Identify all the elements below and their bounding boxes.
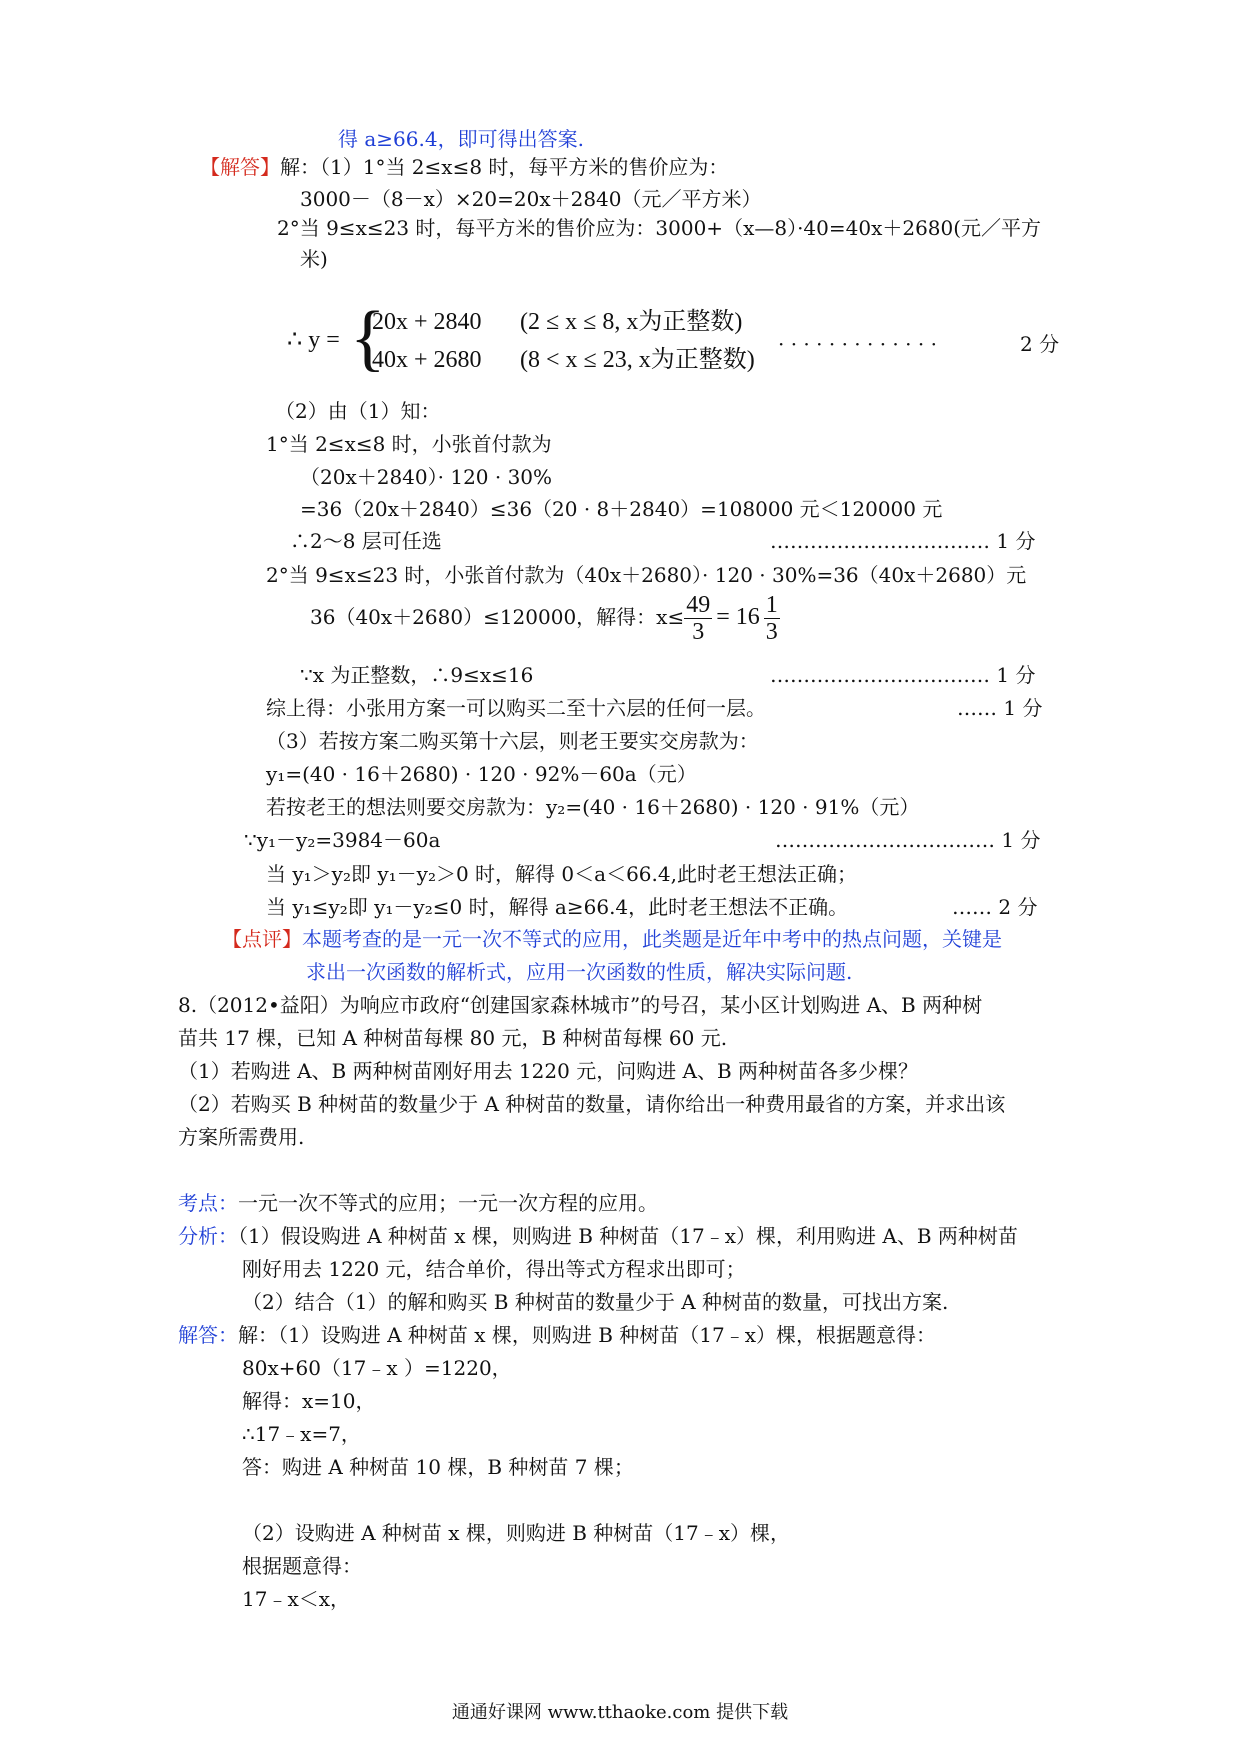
solution-line-2: 3000－（8－x）×20=20x＋2840（元／平方米） <box>300 187 762 211</box>
piecewise-case1-condition: (2 ≤ x ≤ 8, x为正整数) <box>520 309 743 335</box>
tag-kaodian: 考点： <box>178 1191 238 1215</box>
part2-case2-range: ∵x 为正整数，∴9≤x≤16 <box>300 663 534 687</box>
part3-case-greater: 当 y₁＞y₂即 y₁－y₂＞0 时，解得 0＜a＜66.4,此时老王想法正确； <box>266 862 857 886</box>
piecewise-lhs: ∴ y = <box>287 327 340 353</box>
solution-line-3: 2°当 9≤x≤23 时，每平方米的售价应为：3000+（x—8）·40=40x＋2680(元／平方 <box>277 216 1042 240</box>
part2-summary: 综上得：小张用方案一可以购买二至十六层的任何一层。 <box>266 696 766 720</box>
comment-line-1: 【点评】本题考查的是一元一次不等式的应用，此类题是近年中考中的热点问题，关键是 <box>222 927 1002 951</box>
jieda-line-8: 17﹣x＜x， <box>242 1587 351 1611</box>
tag-jieda: 【解答】 <box>200 155 280 179</box>
kaodian-line: 考点：一元一次不等式的应用；一元一次方程的应用。 <box>178 1191 658 1215</box>
jieda-line-7: 根据题意得： <box>242 1554 362 1578</box>
part3-difference: ∵y₁－y₂=3984－60a <box>244 828 441 852</box>
part2-case1-conclusion: ∴2～8 层可任选 <box>290 529 442 553</box>
fenxi-line-2: 刚好用去 1220 元，结合单价，得出等式方程求出即可； <box>242 1257 746 1281</box>
jieda-line-5: 答：购进 A 种树苗 10 棵，B 种树苗 7 棵； <box>242 1455 634 1479</box>
fenxi-line-3: （2）结合（1）的解和购买 B 种树苗的数量少于 A 种树苗的数量，可找出方案. <box>242 1290 949 1314</box>
question8-line-2: 苗共 17 棵，已知 A 种树苗每棵 80 元，B 种树苗每棵 60 元. <box>178 1026 728 1050</box>
score-line: …………………………… 1 分 <box>775 828 1041 852</box>
tag-dianping: 【点评】 <box>222 927 302 951</box>
score-line: …………………………… 1 分 <box>770 663 1036 687</box>
part3-intro: （3）若按方案二购买第十六层，则老王要实交房款为： <box>266 729 759 753</box>
page-footer: 通通好课网 www.tthaoke.com 提供下载 <box>451 1702 789 1723</box>
part2-case1: 1°当 2≤x≤8 时，小张首付款为 <box>266 432 552 456</box>
jieda-line-3: 解得：x=10， <box>242 1389 376 1413</box>
part3-y2: 若按老王的想法则要交房款为：y₂=(40 · 16＋2680) · 120 · 91%（元） <box>266 795 920 819</box>
part3-y1: y₁=(40 · 16＋2680) · 120 · 92%－60a（元） <box>266 762 697 786</box>
score-label: 2 分 <box>1020 332 1060 356</box>
solution-line-4: 米) <box>300 247 328 271</box>
solution-line-1: 【解答】解：（1）1°当 2≤x≤8 时，每平方米的售价应为： <box>200 155 729 179</box>
jieda-line-2: 80x+60（17﹣x ）=1220， <box>242 1356 512 1380</box>
question8-line-5: 方案所需费用. <box>178 1125 305 1149</box>
score-line: …… 2 分 <box>952 895 1038 919</box>
part2-case1-ineq: =36（20x＋2840）≤36（20 · 8＋2840）=108000 元＜120000 元 <box>300 497 943 521</box>
piecewise-brace: { <box>350 297 386 379</box>
piecewise-case2-expr: 40x + 2680 <box>372 347 482 373</box>
jieda-line-4: ∴17﹣x=7， <box>242 1422 361 1446</box>
question8-line-4: （2）若购买 B 种树苗的数量少于 A 种树苗的数量，请你给出一种费用最省的方案，并求出该 <box>178 1092 1006 1116</box>
score-line: …………………………… 1 分 <box>770 529 1036 553</box>
part2-intro: （2）由（1）知： <box>275 399 441 423</box>
part2-case2: 2°当 9≤x≤23 时，小张首付款为（40x＋2680）· 120 · 30%=36（40x＋2680）元 <box>266 563 1027 587</box>
fraction: $\frac{1}{3}$ <box>765 592 778 645</box>
jieda-line-1: 解答：解：（1）设购进 A 种树苗 x 棵，则购进 B 种树苗（17﹣x）棵，根据题意得： <box>178 1323 937 1347</box>
jieda-line-6: （2）设购进 A 种树苗 x 棵，则购进 B 种树苗（17﹣x）棵， <box>242 1521 791 1545</box>
question8-line-1: 8.（2012•益阳）为响应市政府“创建国家森林城市”的号召，某小区计划购进 A、B 两种树 <box>178 993 983 1017</box>
fraction: $\frac{49}{3}$ <box>686 592 711 645</box>
piecewise-case1-expr: 20x + 2840 <box>372 309 482 335</box>
part2-case1-expr: （20x＋2840）· 120 · 30% <box>300 465 553 489</box>
comment-line-2: 求出一次函数的解析式，应用一次函数的性质，解决实际问题. <box>306 960 853 984</box>
question8-line-3: （1）若购进 A、B 两种树苗刚好用去 1220 元，问购进 A、B 两种树苗各多少棵？ <box>178 1059 919 1083</box>
analysis-conclusion: 得 a≥66.4，即可得出答案. <box>338 127 584 151</box>
part2-case2-solve: 36（40x＋2680）≤120000，解得：x≤ $\frac{49}{3}$ = 16 $\frac{1}{3}$ <box>310 592 778 645</box>
score-dots: · · · · · · · · · · · · · <box>778 332 937 356</box>
piecewise-case2-condition: (8 < x ≤ 23, x为正整数) <box>520 347 755 373</box>
part3-case-less: 当 y₁≤y₂即 y₁－y₂≤0 时，解得 a≥66.4，此时老王想法不正确。 <box>266 895 849 919</box>
fenxi-line-1: 分析：（1）假设购进 A 种树苗 x 棵，则购进 B 种树苗（17﹣x）棵，利用购进 A、B 两种树苗 <box>178 1224 1018 1248</box>
score-line: …… 1 分 <box>957 696 1043 720</box>
tag-fenxi: 分析： <box>178 1224 238 1248</box>
tag-jieda2: 解答： <box>178 1323 238 1347</box>
